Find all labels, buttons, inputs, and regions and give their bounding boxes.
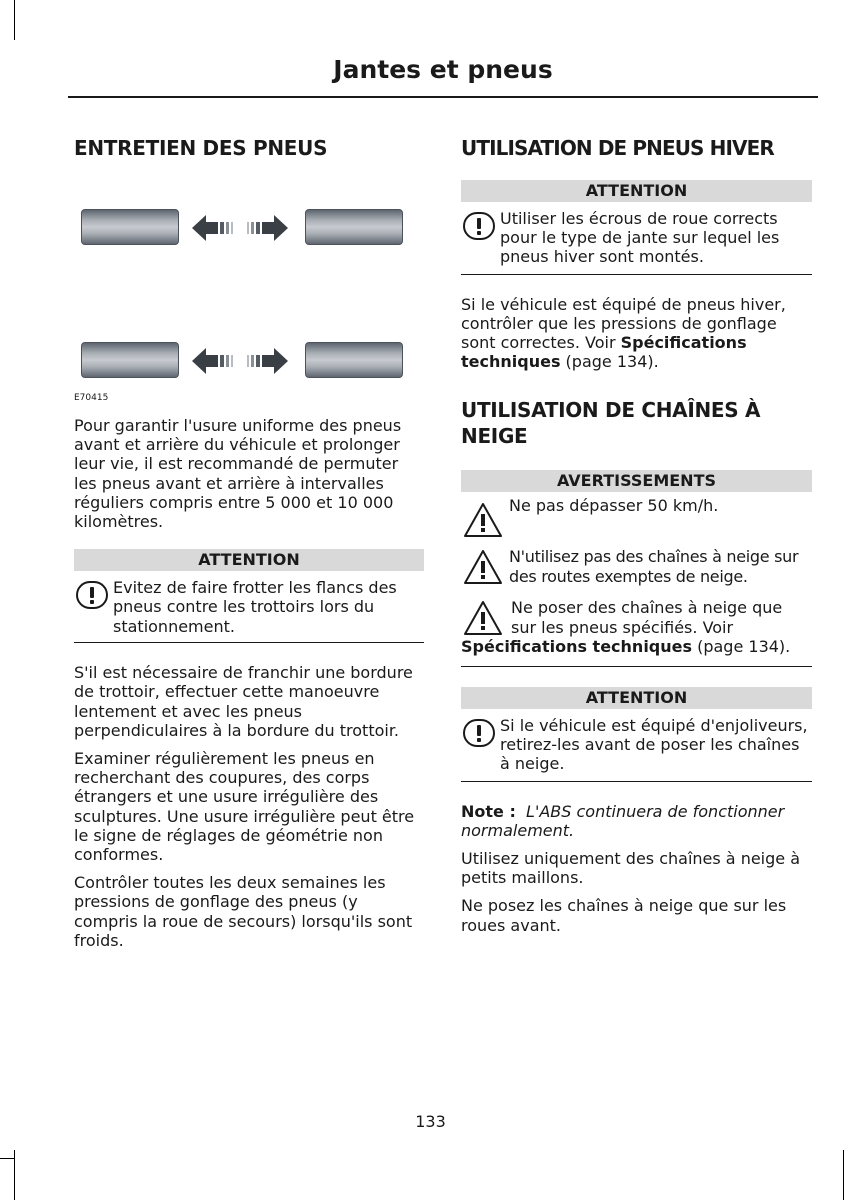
warning-item [461, 496, 812, 540]
header-divider [68, 96, 818, 98]
attention-text: Evitez de faire frotter les flancs des pneus contre les trottoirs lors du stationnement. [113, 578, 397, 636]
note-text: L'ABS continuera de fonctionner normalement. [461, 801, 785, 840]
tire-rotation-figure [74, 183, 424, 388]
tire-front-right [305, 209, 403, 245]
crop-mark-top-left-vertical [14, 0, 15, 40]
right-column [461, 132, 812, 935]
tire-rear-left [81, 342, 179, 378]
page-header-title: Jantes et pneus [333, 55, 553, 84]
attention-text: Utiliser les écrous de roue corrects pour le type de jante sur lequel les pneus hiver sont montés. [500, 209, 780, 267]
swap-arrows-icon [192, 344, 288, 378]
figure-code: E70415 [74, 393, 109, 403]
tire-front-left [81, 209, 179, 245]
warning-triangle-icon [463, 600, 503, 636]
page-number: 133 [415, 1112, 446, 1131]
attention-text: Si le véhicule est équipé d'enjoliveurs, retirez-les avant de poser les chaînes à neige. [500, 716, 808, 774]
crop-mark-bottom-left-vertical [14, 1150, 15, 1200]
abs-note [461, 802, 812, 840]
attention-heading: ATTENTION [461, 687, 812, 709]
attention-divider [461, 781, 812, 782]
attention-heading: ATTENTION [74, 549, 424, 571]
section-heading-tire-care: ENTRETIEN DES PNEUS [74, 136, 328, 160]
warning-text: N'utilisez pas des chaînes à neige sur des routes exemptes de neige. [509, 547, 799, 586]
specifications-reference: Spécifications techniques [461, 333, 747, 372]
attention-item [461, 716, 812, 774]
attention-item [461, 209, 812, 267]
exclamation-circle-icon [463, 212, 495, 240]
warning-triangle-icon [463, 502, 503, 538]
warnings-heading: AVERTISSEMENTS [461, 470, 812, 492]
warning-text: Ne pas dépasser 50 km/h. [509, 496, 719, 516]
exclamation-circle-icon [76, 581, 108, 609]
section-heading-snow-chains: UTILISATION DE CHAÎNES À NEIGE [461, 398, 761, 449]
warnings-divider [461, 666, 812, 667]
attention-divider [461, 274, 812, 275]
warning-item [461, 598, 812, 656]
pressure-paragraph: Contrôler toutes les deux semaines les pressions de gonflage des pneus (y compris la roue de secours) lorsqu'ils sont froids. [74, 873, 413, 950]
warning-text: Ne poser des chaînes à neige que sur les pneus spécifiés. Voir Spécifications techniques (page 134). [461, 598, 791, 656]
front-wheels-paragraph: Ne posez les chaînes à neige que sur les roues avant. [461, 896, 787, 935]
crop-mark-bottom-right-vertical [843, 1150, 844, 1200]
section-heading-winter-tires: UTILISATION DE PNEUS HIVER [461, 136, 774, 160]
crop-mark-bottom-left-horizontal [0, 1158, 14, 1159]
note-label: Note : [461, 801, 516, 821]
small-links-paragraph: Utilisez uniquement des chaînes à neige à petits maillons. [461, 849, 801, 888]
attention-item [74, 578, 424, 636]
inspection-paragraph: Examiner régulièrement les pneus en recherchant des coupures, des corps étrangers et une usure irrégulière des sculptures. Une usure irrégulière peut être le signe de réglages de géométrie non conformes. [74, 749, 415, 865]
attention-heading: ATTENTION [461, 180, 812, 202]
exclamation-circle-icon [463, 719, 495, 747]
specifications-reference: Spécifications techniques [461, 636, 693, 656]
curb-paragraph: S'il est nécessaire de franchir une bordure de trottoir, effectuer cette manoeuvre lentement et avec les pneus perpendiculaires à la bordure du trottoir. [74, 663, 413, 740]
tire-rear-right [305, 342, 403, 378]
tire-care-intro: Pour garantir l'usure uniforme des pneus avant et arrière du véhicule et prolonger leur vie, il est recommandé de permuter les pneus avant et arrière à intervalles réguliers compris entre 5 000 et 10 000 kilomètres. [74, 416, 402, 532]
left-column [74, 132, 424, 950]
warning-item [461, 547, 812, 591]
warning-triangle-icon [463, 549, 503, 585]
attention-divider [74, 642, 424, 643]
swap-arrows-icon [192, 211, 288, 245]
winter-tires-paragraph: Si le véhicule est équipé de pneus hiver, contrôler que les pressions de gonflage sont correctes. Voir Spécifications techniques (page 134). [461, 294, 786, 372]
